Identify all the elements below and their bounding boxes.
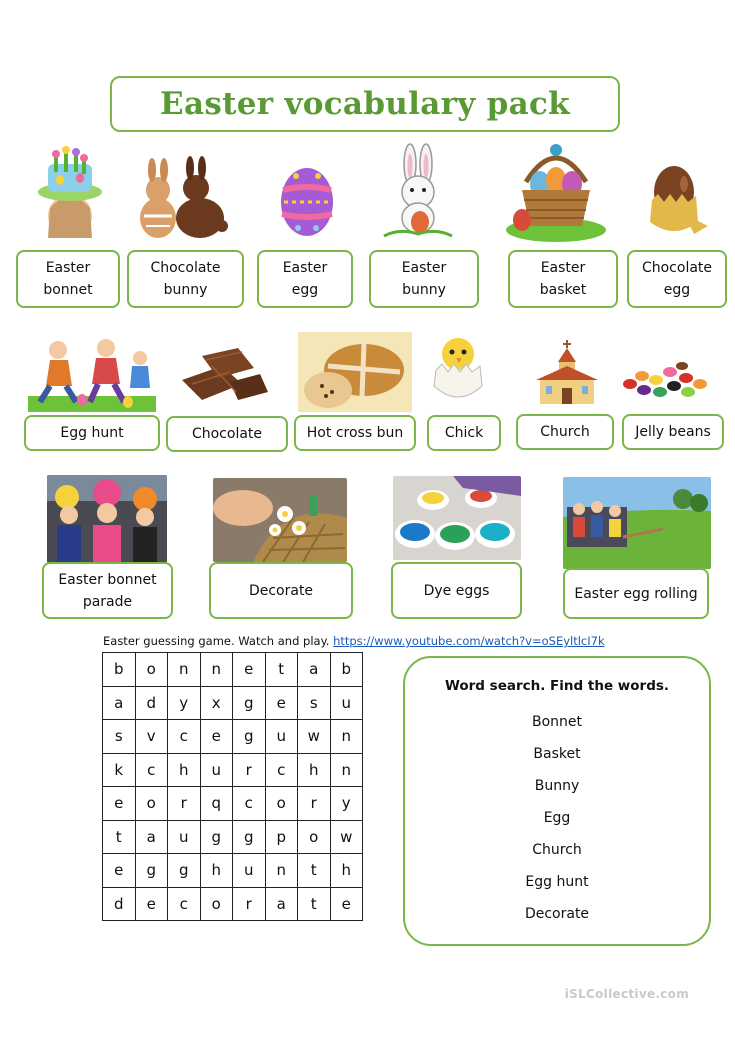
grid-cell: o [265,787,298,821]
grid-cell: x [200,686,233,720]
grid-cell: g [233,820,266,854]
grid-cell: g [168,854,201,888]
grid-cell: p [265,820,298,854]
word-list [405,712,709,936]
grid-cell: y [330,787,363,821]
grid-cell: d [135,686,168,720]
word-item: Church [532,842,582,858]
label-jelly-beans: Jelly beans [622,414,724,450]
grid-cell: g [233,686,266,720]
grid-cell: t [298,854,331,888]
easter-bonnet-icon [32,146,108,238]
grid-cell: a [298,653,331,687]
egg-rolling-photo [563,477,711,569]
word-item: Egg hunt [525,874,589,890]
grid-cell: e [200,720,233,754]
youtube-link[interactable]: https://www.youtube.com/watch?v=oSEyltlcI7k [333,634,605,648]
guessing-game-line [103,634,605,648]
grid-cell: h [298,753,331,787]
word-item: Egg [543,810,571,826]
grid-row [103,686,363,720]
grid-cell: y [168,686,201,720]
grid-cell: g [135,854,168,888]
title-box [110,76,620,132]
grid-cell: r [233,887,266,921]
grid-cell: h [168,753,201,787]
grid-cell: h [330,854,363,888]
grid-cell: a [103,686,136,720]
grid-cell: r [168,787,201,821]
grid-cell: o [135,653,168,687]
grid-cell: o [200,887,233,921]
grid-cell: c [265,753,298,787]
bonnet-parade-photo [47,475,167,563]
grid-cell: r [298,787,331,821]
grid-cell: c [168,887,201,921]
label-chocolate: Chocolate [166,416,288,452]
word-search-title: Word search. Find the words. [444,678,670,694]
label-egg-hunt: Egg hunt [24,415,160,451]
label-easter-bunny: Easter bunny [369,250,479,308]
grid-cell: b [330,653,363,687]
label-easter-bonnet: Easter bonnet [16,250,120,308]
grid-cell: u [330,686,363,720]
grid-cell: e [265,686,298,720]
grid-cell: u [233,854,266,888]
word-item: Bunny [534,778,580,794]
label-easter-basket: Easter basket [508,250,618,308]
grid-cell: s [103,720,136,754]
letter-grid [102,652,363,921]
grid-row [103,753,363,787]
grid-cell: v [135,720,168,754]
label-chocolate-bunny: Chocolate bunny [127,250,244,308]
grid-cell: u [200,753,233,787]
page-title: Easter vocabulary pack [160,86,570,122]
label-chick: Chick [427,415,501,451]
grid-cell: d [103,887,136,921]
dye-eggs-photo [393,476,521,560]
grid-cell: n [265,854,298,888]
grid-cell: h [200,854,233,888]
word-item: Basket [533,746,581,762]
label-church: Church [516,414,614,450]
grid-cell: e [103,787,136,821]
label-bonnet-parade: Easter bonnet parade [42,562,173,619]
grid-row [103,887,363,921]
label-dye-eggs: Dye eggs [391,562,522,619]
grid-cell: n [168,653,201,687]
grid-cell: g [233,720,266,754]
grid-cell: r [233,753,266,787]
grid-cell: t [265,653,298,687]
hot-cross-bun-icon [298,332,412,412]
grid-cell: n [330,720,363,754]
grid-cell: e [135,887,168,921]
grid-cell: n [200,653,233,687]
grid-cell: c [168,720,201,754]
word-item: Bonnet [531,714,583,730]
grid-cell: e [103,854,136,888]
easter-bunny-icon [380,144,456,240]
grid-row [103,653,363,687]
easter-egg-icon [278,164,336,238]
word-search-box [403,656,711,946]
grid-cell: u [168,820,201,854]
chocolate-icon [176,346,270,406]
grid-cell: c [135,753,168,787]
watermark: iSLCollective.com [564,987,689,1001]
egg-hunt-icon [28,334,156,412]
chocolate-bunny-icon [136,160,230,240]
word-item: Decorate [524,906,590,922]
grid-cell: c [233,787,266,821]
grid-cell: a [135,820,168,854]
grid-cell: g [200,820,233,854]
grid-cell: u [265,720,298,754]
grid-cell: o [298,820,331,854]
label-chocolate-egg: Chocolate egg [627,250,727,308]
label-egg-rolling: Easter egg rolling [563,568,709,619]
grid-cell: t [298,887,331,921]
chocolate-egg-icon [644,160,710,238]
grid-cell: s [298,686,331,720]
chick-icon [430,330,486,406]
jelly-beans-icon [620,360,712,400]
grid-cell: k [103,753,136,787]
grid-cell: o [135,787,168,821]
grid-row [103,720,363,754]
guessing-game-text: Easter guessing game. Watch and play. [103,634,330,648]
grid-row [103,787,363,821]
label-hot-cross-bun: Hot cross bun [294,415,416,451]
grid-cell: e [330,887,363,921]
decorate-photo [213,478,347,562]
label-decorate: Decorate [209,562,353,619]
grid-cell: a [265,887,298,921]
grid-row [103,854,363,888]
grid-cell: t [103,820,136,854]
grid-cell: w [330,820,363,854]
label-easter-egg: Easter egg [257,250,353,308]
grid-cell: w [298,720,331,754]
grid-cell: b [103,653,136,687]
grid-cell: e [233,653,266,687]
grid-cell: q [200,787,233,821]
easter-basket-icon [504,138,608,244]
church-icon [534,340,600,406]
grid-cell: n [330,753,363,787]
grid-row [103,820,363,854]
